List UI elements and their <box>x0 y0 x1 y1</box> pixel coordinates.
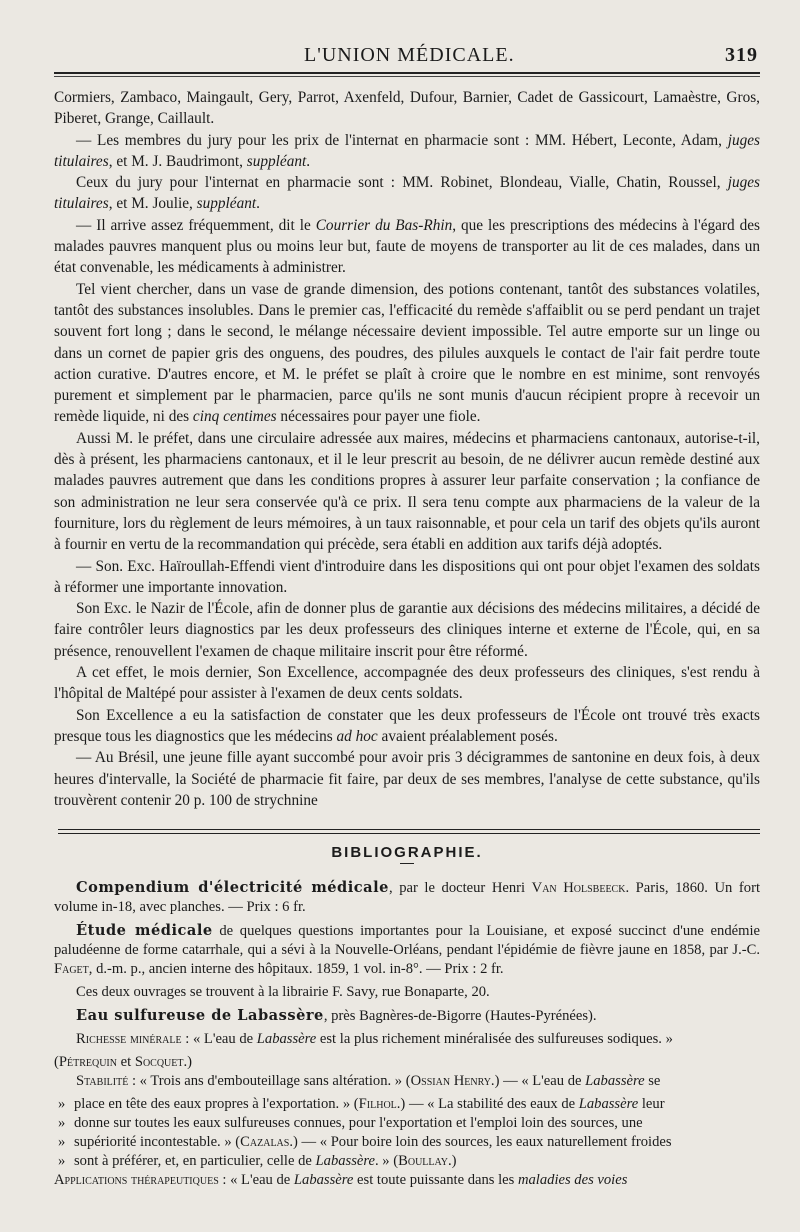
bibliography-list <box>54 878 760 1190</box>
header-rule-thin <box>54 76 760 77</box>
bibliography-entry: (Pétrequin et Socquet.) <box>54 1054 193 1071</box>
bibliography-entry: Étude médicale de quelques questions importantes pour la Louisiane, et exposé succinct d'une endémie paludéenne de forme catarrhale, qui a sévi à la Nouvelle-Orléans, pendant l'épidémie de fièvre jaune en 1858, par J.-C. Faget, d.-m. p., ancien interne des hôpitaux. 1859, 1 vol. in-8°. — Prix : 2 fr. <box>54 922 760 978</box>
section-title: BIBLIOGRAPHIE. <box>331 844 483 862</box>
quote-marker: » <box>58 1096 66 1113</box>
news-paragraph: Aussi M. le préfet, dans une circulaire adressée aux maires, médecins et pharmaciens cantonaux, autorise-t-il, dès à présent, les pharmaciens cantonaux, et il le leur prescrit au besoin, de ne délivrer aucun remède destiné aux malades pauvres autrement que dans les conditions propres à assurer leur parfaite conservation ; la confiance de son administration ne leur sera conservée qu'à ce prix. Il sera tenu compte aux pharmaciens de la valeur de la fourniture, lors du règlement de leurs mémoires, à un taux raisonnable, et pour cela un tarif des objets qu'ils auront à fournir en vertu de la recommandation qui précède, sera établi en addition aux tarifs déjà adoptés. <box>54 429 760 554</box>
news-paragraph: — Son. Exc. Haïroullah-Effendi vient d'introduire dans les dispositions qui ont pour objet l'examen des soldats à réformer une importante innovation. <box>54 557 760 596</box>
news-paragraph: — Il arrive assez fréquemment, dit le Courrier du Bas-Rhin, que les prescriptions des médecins à l'égard des malades pauvres manquent plus ou moins leur but, faute de moyens de transporter au lit de ces malades, dans un état convenable, les médicaments à administrer. <box>54 216 761 277</box>
quote-marker: » <box>58 1115 66 1132</box>
news-paragraph: Son Exc. le Nazir de l'École, afin de donner plus de garantie aux décisions des médecins militaires, a décidé de faire contrôler leurs diagnostics par les deux professeurs des cliniques interne et externe de l'École, qui, en sa présence, renouvellent l'examen de chaque militaire inscrit pour être réformé. <box>54 600 760 660</box>
news-paragraph: Son Excellence a eu la satisfaction de constater que les deux professeurs de l'École ont trouvé très exacts presque tous les diagnostics que les médecins ad hoc avaient préalablement posés. <box>54 706 760 745</box>
quote-marker: » <box>58 1134 66 1151</box>
bibliography-entry: » donne sur toutes les eaux sulfureuses connues, pour l'exportation et l'emploi loin des sources, une <box>58 1115 643 1132</box>
title-rule <box>400 863 414 864</box>
news-paragraph: — Au Brésil, une jeune fille ayant succombé pour avoir pris 3 décigrammes de santonine en deux fois, à deux heures d'intervalle, la Société de pharmacie fit faire, par deux de ses membres, l'analyse de cette substance, qu'ils trouvèrent contenir 20 p. 100 de strychnine <box>54 749 760 809</box>
section-divider <box>58 829 760 834</box>
running-header <box>54 38 760 72</box>
news-paragraph: Tel vient chercher, dans un vase de grande dimension, des potions contenant, tantôt des substances volatiles, tantôt des substances insolubles. Dans le premier cas, l'efficacité du remède s'affaiblit ou se perd pendant un trajet souvent fort long ; dans le second, le mélange nécessaire devient impossible. Tel autre emporte sur un linge ou dans un cornet de papier gris des onguens, des poudres, des pilules auxquels le contact de l'air fait perdre toute action curative. D'autres encore, et M. le préfet se plaît à croire que le nombre en est minime, sont renvoyés purement et simplement par le pharmacien, parce qu'ils ne sont munis d'aucun récipient propre à recevoir un remède liquide, ni des cinq centimes nécessaires pour payer une fiole. <box>54 280 760 426</box>
news-paragraph: — Les membres du jury pour les prix de l'internat en pharmacie sont : MM. Hébert, Leconte, Adam, juges titulaires, et M. J. Baudrimont, suppléant. <box>54 131 760 170</box>
news-column <box>54 87 760 811</box>
bibliography-entry: Richesse minérale : « L'eau de Labassère est la plus richement minéralisée des sulfureuses sodiques. » <box>76 1031 673 1048</box>
journal-title: L'UNION MÉDICALE. <box>304 44 515 66</box>
bibliography-entry: » supériorité incontestable. » (Cazalas.) — « Pour boire loin des sources, les eaux naturellement froides <box>58 1134 672 1151</box>
bibliography-entry: » place en tête des eaux propres à l'exportation. » (Filhol.) — « La stabilité des eaux de Labassère leur <box>58 1096 665 1113</box>
bibliography-entry: » sont à préférer, et, en particulier, celle de Labassère. » (Boullay.) <box>58 1153 457 1170</box>
bibliography-entry: Ces deux ouvrages se trouvent à la librairie F. Savy, rue Bonaparte, 20. <box>76 984 490 1001</box>
bibliography-entry: Compendium d'électricité médicale, par le docteur Henri Van Holsbeeck. Paris, 1860. Un fort volume in-18, avec planches. — Prix : 6 fr. <box>54 879 760 916</box>
bibliography-entry: Applications thérapeutiques : « L'eau de Labassère est toute puissante dans les maladies des voies <box>54 1172 628 1189</box>
quote-marker: » <box>58 1153 66 1170</box>
bibliography-entry: Eau sulfureuse de Labassère, près Bagnères-de-Bigorre (Hautes-Pyrénées). <box>76 1007 597 1025</box>
header-rule <box>54 72 760 74</box>
news-paragraph: A cet effet, le mois dernier, Son Excellence, accompagnée des deux professeurs des cliniques, s'est rendu à l'hôpital de Maltépé pour assister à l'examen de deux cents soldats. <box>54 664 760 703</box>
bibliography-entry: Stabilité : « Trois ans d'embouteillage sans altération. » (Ossian Henry.) — « L'eau de Labassère se <box>76 1073 661 1090</box>
news-paragraph: Ceux du jury pour l'internat en pharmacie sont : MM. Robinet, Blondeau, Vialle, Chatin, Roussel, juges titulaires, et M. Joulie, suppléant. <box>54 174 760 213</box>
page-number: 319 <box>725 44 758 66</box>
news-paragraph: Cormiers, Zambaco, Maingault, Gery, Parrot, Axenfeld, Dufour, Barnier, Cadet de Gassicourt, Lamaèstre, Gros, Piberet, Grange, Caillault. <box>54 89 760 128</box>
